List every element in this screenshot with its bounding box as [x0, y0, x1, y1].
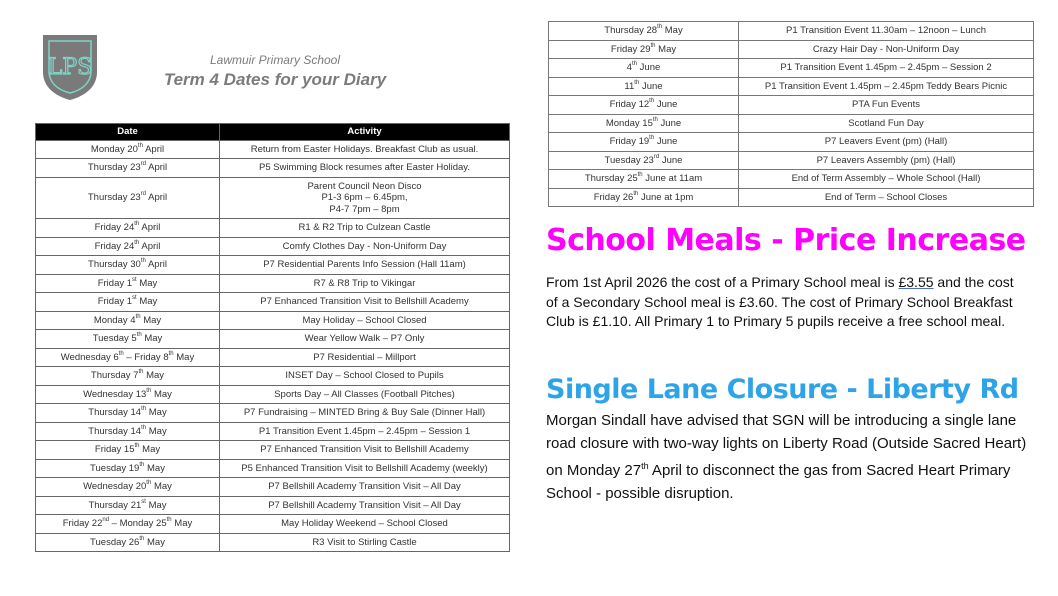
date-text: Thursday 23	[87, 162, 141, 173]
activity-text: PTA Fun Events	[852, 99, 920, 110]
ordinal-suffix: th	[138, 369, 144, 375]
date-cell	[36, 404, 220, 423]
date-text: May	[139, 444, 161, 455]
date-text: Tuesday 26	[90, 536, 140, 548]
activity-text: P7 Leavers Assembly (pm) (Hall)	[816, 154, 956, 166]
activity-text: P1 Transition Event 1.45pm – 2.45pm Teddy Bears Picnic	[764, 80, 1008, 92]
date-cell	[36, 274, 220, 293]
date-text: Friday 1	[97, 296, 133, 307]
date-text: April	[139, 240, 161, 252]
date-cell	[36, 140, 220, 159]
date-cell	[549, 114, 739, 133]
activity-text: R7 & R8 Trip to Vikingar	[313, 277, 416, 289]
activity-text: End of Term – School Closes	[824, 191, 948, 203]
date-cell	[36, 311, 220, 330]
date-text: Wednesday 20	[83, 481, 147, 492]
ordinal-suffix: th	[632, 61, 638, 67]
table-row	[549, 77, 1034, 96]
ordinal-suffix: st	[132, 276, 137, 283]
date-text: May	[141, 333, 163, 344]
road-closure-text	[546, 410, 1036, 505]
activity-text: P5 Enhanced Transition Visit to Bellshill Academy (weekly)	[241, 462, 488, 474]
date-text: June	[657, 117, 682, 129]
activity-text: P1 Transition Event 1.45pm – 2.45pm – Session 1	[258, 425, 471, 437]
ordinal-suffix: th	[141, 424, 147, 431]
term-dates-table-continued	[548, 21, 1034, 207]
road-closure-heading: Single Lane Closure - Liberty Rd	[546, 374, 1019, 405]
date-text: Friday 26	[593, 191, 634, 203]
date-text: Monday 15	[605, 117, 653, 129]
table-row	[36, 219, 510, 238]
ordinal-suffix: th	[139, 461, 145, 468]
ordinal-suffix: th	[637, 172, 643, 178]
ordinal-suffix: th	[650, 42, 656, 49]
date-text: Tuesday 23	[604, 154, 654, 166]
activity-text: P1-3 6pm – 6.45pm,	[321, 192, 408, 203]
table-row	[36, 422, 510, 441]
date-text: Monday 4	[93, 314, 136, 326]
activity-cell	[220, 515, 510, 534]
activity-text: P7 Bellshill Academy Transition Visit – All Day	[268, 481, 461, 492]
ordinal-suffix: th	[652, 116, 658, 123]
activity-cell	[739, 22, 1034, 41]
date-cell	[36, 459, 220, 478]
date-text: Friday 24	[94, 222, 135, 233]
ordinal-suffix: th	[141, 406, 147, 412]
ordinal-suffix: th	[139, 535, 145, 542]
date-cell	[36, 237, 220, 256]
ordinal-suffix: th	[641, 461, 649, 471]
activity-cell	[739, 40, 1034, 59]
ordinal-suffix: th	[140, 258, 146, 264]
date-cell	[549, 188, 739, 207]
date-text: Friday 15	[94, 444, 135, 455]
activity-text: P1 Transition Event 11.30am – 12noon – Lunch	[786, 25, 986, 36]
date-cell	[36, 496, 220, 515]
date-cell	[36, 515, 220, 534]
table-row	[36, 515, 510, 534]
date-text: Thursday 28	[604, 25, 658, 36]
date-cell	[36, 293, 220, 312]
date-text: April	[139, 222, 161, 233]
activity-cell	[220, 348, 510, 367]
table-row	[549, 59, 1034, 78]
activity-text: Crazy Hair Day - Non-Uniform Day	[812, 43, 960, 55]
activity-text: End of Term Assembly – Whole School (Hall)	[791, 173, 981, 184]
table-row	[549, 22, 1034, 41]
activity-cell	[739, 59, 1034, 78]
date-text: Thursday 14	[88, 425, 142, 437]
date-text: May	[144, 462, 165, 474]
date-cell	[549, 22, 739, 41]
date-text: June	[637, 62, 661, 73]
date-text: April	[145, 259, 167, 270]
ordinal-suffix: st	[132, 295, 137, 301]
table-row	[36, 533, 510, 552]
date-text: May	[136, 296, 158, 307]
activity-cell	[220, 159, 510, 178]
activity-cell	[220, 404, 510, 423]
activity-text: Sports Day – All Classes (Football Pitches)	[274, 388, 455, 400]
activity-cell	[220, 274, 510, 293]
table-header-row	[36, 124, 510, 141]
ordinal-suffix: rd	[140, 191, 147, 197]
date-text: Thursday 7	[90, 370, 139, 381]
table-row	[36, 404, 510, 423]
activity-text: P7 Residential – Millport	[313, 351, 416, 363]
date-cell	[549, 59, 739, 78]
date-text: April	[146, 162, 168, 173]
table-row	[36, 385, 510, 404]
table-row	[549, 170, 1034, 189]
date-cell	[36, 533, 220, 552]
date-text: May	[144, 536, 165, 548]
activity-cell	[220, 478, 510, 497]
date-text: May	[173, 351, 195, 363]
date-text: Monday 20	[90, 143, 138, 155]
activity-text: R1 & R2 Trip to Culzean Castle	[298, 222, 431, 233]
date-text: May	[140, 314, 162, 326]
date-cell	[549, 40, 739, 59]
activity-cell	[220, 177, 510, 219]
date-text: May	[655, 43, 677, 55]
activity-cell	[220, 422, 510, 441]
ordinal-suffix: th	[134, 221, 140, 227]
ordinal-suffix: th	[118, 350, 124, 357]
ordinal-suffix: th	[649, 135, 655, 141]
activity-text: P7 Residential Parents Info Session (Hall 11am)	[263, 259, 466, 270]
date-text: May	[145, 499, 167, 511]
table-row	[549, 40, 1034, 59]
date-text: Thursday 25	[584, 173, 638, 184]
activity-cell	[739, 114, 1034, 133]
activity-cell	[220, 237, 510, 256]
activity-text: R3 Visit to Stirling Castle	[312, 536, 417, 548]
activity-text: INSET Day – School Closed to Pupils	[285, 370, 444, 381]
activity-text: P7 Bellshill Academy Transition Visit – All Day	[268, 499, 461, 511]
table-row	[36, 367, 510, 386]
table-row	[36, 274, 510, 293]
table-row	[36, 293, 510, 312]
date-cell	[36, 478, 220, 497]
date-text: – Friday 8	[123, 351, 169, 363]
date-cell	[36, 219, 220, 238]
ordinal-suffix: th	[657, 24, 663, 30]
date-cell	[36, 422, 220, 441]
activity-text: Wear Yellow Walk – P7 Only	[304, 333, 425, 344]
date-text: June	[654, 99, 678, 110]
activity-cell	[739, 188, 1034, 207]
activity-text: Scotland Fun Day	[848, 117, 924, 129]
activity-text: P7 Enhanced Transition Visit to Bellshill Academy	[260, 296, 469, 307]
activity-cell	[739, 77, 1034, 96]
date-cell	[36, 330, 220, 349]
table-row	[36, 478, 510, 497]
date-text: June	[639, 80, 663, 92]
date-cell	[36, 348, 220, 367]
table-row	[36, 256, 510, 275]
ordinal-suffix: rd	[140, 161, 147, 167]
date-text: Thursday 21	[88, 499, 142, 511]
date-text: 4	[626, 62, 633, 73]
activity-cell	[739, 96, 1034, 115]
date-text: April	[142, 143, 165, 155]
date-cell	[549, 170, 739, 189]
activity-text: Return from Easter Holidays. Breakfast Club as usual.	[250, 143, 479, 155]
ordinal-suffix: th	[134, 443, 140, 449]
date-text: Friday 1	[97, 277, 133, 289]
meals-text-part: From 1st April 2026 the cost of a Primary School meal is	[546, 274, 899, 290]
ordinal-suffix: th	[136, 332, 142, 338]
date-cell	[36, 256, 220, 275]
activity-cell	[220, 330, 510, 349]
school-crest-logo	[40, 32, 100, 102]
date-text: Friday 24	[94, 240, 135, 252]
date-cell	[549, 77, 739, 96]
date-text: Friday 12	[609, 99, 650, 110]
date-text: Wednesday 13	[83, 388, 147, 400]
svg-text:LPS: LPS	[47, 55, 93, 80]
date-text: Thursday 23	[87, 192, 141, 203]
column-header-date: Date	[36, 124, 220, 141]
date-text: May	[151, 388, 172, 400]
activity-cell	[220, 140, 510, 159]
school-meals-heading: School Meals - Price Increase	[546, 223, 1026, 258]
table-row	[36, 237, 510, 256]
activity-cell	[220, 441, 510, 460]
ordinal-suffix: th	[649, 98, 655, 104]
school-name: Lawmuir Primary School	[209, 53, 341, 67]
page-title: Term 4 Dates for your Diary	[163, 70, 387, 89]
ordinal-suffix: th	[168, 350, 174, 357]
activity-cell	[220, 385, 510, 404]
date-cell	[36, 177, 220, 219]
table-row	[36, 459, 510, 478]
term-dates-table	[35, 123, 510, 552]
activity-text: P5 Swimming Block resumes after Easter Holiday.	[258, 162, 470, 173]
table-row	[549, 133, 1034, 152]
date-text: June at 11am	[642, 173, 703, 184]
ordinal-suffix: th	[146, 387, 152, 394]
date-text: May	[171, 518, 193, 529]
table-row	[36, 441, 510, 460]
date-text: June	[654, 136, 678, 147]
ordinal-suffix: rd	[653, 153, 660, 160]
table-row	[549, 114, 1034, 133]
activity-cell	[220, 367, 510, 386]
date-text: May	[143, 370, 165, 381]
date-text: Wednesday 6	[60, 351, 119, 363]
date-text: May	[146, 407, 167, 418]
school-meals-text	[546, 273, 1026, 332]
activity-text: May Holiday Weekend – School Closed	[281, 518, 448, 529]
ordinal-suffix: nd	[102, 517, 110, 523]
date-text: Thursday 14	[88, 407, 142, 418]
activity-text: P7 Leavers Event (pm) (Hall)	[824, 136, 948, 147]
date-text: June	[659, 154, 683, 166]
date-cell	[549, 151, 739, 170]
date-text: Tuesday 19	[90, 462, 140, 474]
date-cell	[36, 159, 220, 178]
column-header-activity: Activity	[220, 124, 510, 141]
activity-cell	[220, 459, 510, 478]
date-text: Friday 19	[609, 136, 650, 147]
date-text: – Monday 25	[109, 518, 167, 529]
table-row	[36, 311, 510, 330]
activity-cell	[220, 496, 510, 515]
date-text: May	[146, 425, 167, 437]
table-row	[36, 159, 510, 178]
activity-cell	[739, 170, 1034, 189]
date-cell	[549, 133, 739, 152]
date-text: 11	[624, 80, 635, 92]
activity-cell	[220, 311, 510, 330]
ordinal-suffix: st	[141, 498, 146, 505]
activity-cell	[739, 151, 1034, 170]
activity-text: P4-7 7pm – 8pm	[329, 203, 400, 215]
activity-text: P7 Enhanced Transition Visit to Bellshill Academy	[260, 444, 469, 455]
closure-text-part: Morgan Sindall have advised that SGN will be introducing a single lane road closure with two-way lights on Liberty Road (Outside Sacred Heart) on Monday 27	[546, 412, 1027, 479]
table-row	[36, 140, 510, 159]
ordinal-suffix: th	[633, 190, 639, 197]
table-row	[36, 496, 510, 515]
ordinal-suffix: th	[146, 480, 152, 486]
meals-text-part: and the cost of a Secondary School meal is £3.60. The cost of Primary School Breakfast Club is £1.10. All Primary 1 to Primary 5 pupils receive a free school meal.	[546, 274, 1014, 329]
activity-cell	[220, 293, 510, 312]
date-text: April	[146, 192, 168, 203]
activity-cell	[220, 533, 510, 552]
activity-cell	[220, 256, 510, 275]
activity-text: May Holiday – School Closed	[302, 314, 427, 326]
ordinal-suffix: th	[135, 313, 141, 320]
date-cell	[36, 441, 220, 460]
school-crest-icon	[40, 32, 100, 102]
table-row	[36, 177, 510, 219]
activity-cell	[220, 219, 510, 238]
table-row	[549, 151, 1034, 170]
activity-cell	[739, 133, 1034, 152]
document-header	[150, 53, 400, 91]
date-text: Friday 29	[610, 43, 651, 55]
activity-text: P7 Fundraising – MINTED Bring & Buy Sale (Dinner Hall)	[243, 407, 486, 418]
closure-text-part: April to disconnect the gas from Sacred Heart Primary School - possible disruption.	[546, 462, 1011, 502]
activity-text: Comfy Clothes Day - Non-Uniform Day	[282, 240, 447, 252]
date-text: May	[151, 481, 172, 492]
date-text: May	[662, 25, 683, 36]
table-row	[549, 96, 1034, 115]
date-text: Thursday 30	[88, 259, 141, 270]
ordinal-suffix: th	[137, 142, 143, 149]
date-cell	[36, 385, 220, 404]
table-row	[36, 330, 510, 349]
activity-text: Parent Council Neon Disco	[307, 180, 422, 192]
ordinal-suffix: th	[134, 239, 140, 246]
primary-meal-price: £3.55	[898, 274, 934, 290]
date-cell	[36, 367, 220, 386]
ordinal-suffix: th	[166, 517, 172, 523]
date-text: June at 1pm	[638, 191, 694, 203]
activity-text: P1 Transition Event 1.45pm – 2.45pm – Session 2	[780, 62, 992, 73]
ordinal-suffix: th	[634, 79, 640, 86]
table-row	[549, 188, 1034, 207]
date-text: May	[136, 277, 158, 289]
date-text: Tuesday 5	[92, 333, 137, 344]
date-text: Friday 22	[62, 518, 103, 529]
table-row	[36, 348, 510, 367]
date-cell	[549, 96, 739, 115]
